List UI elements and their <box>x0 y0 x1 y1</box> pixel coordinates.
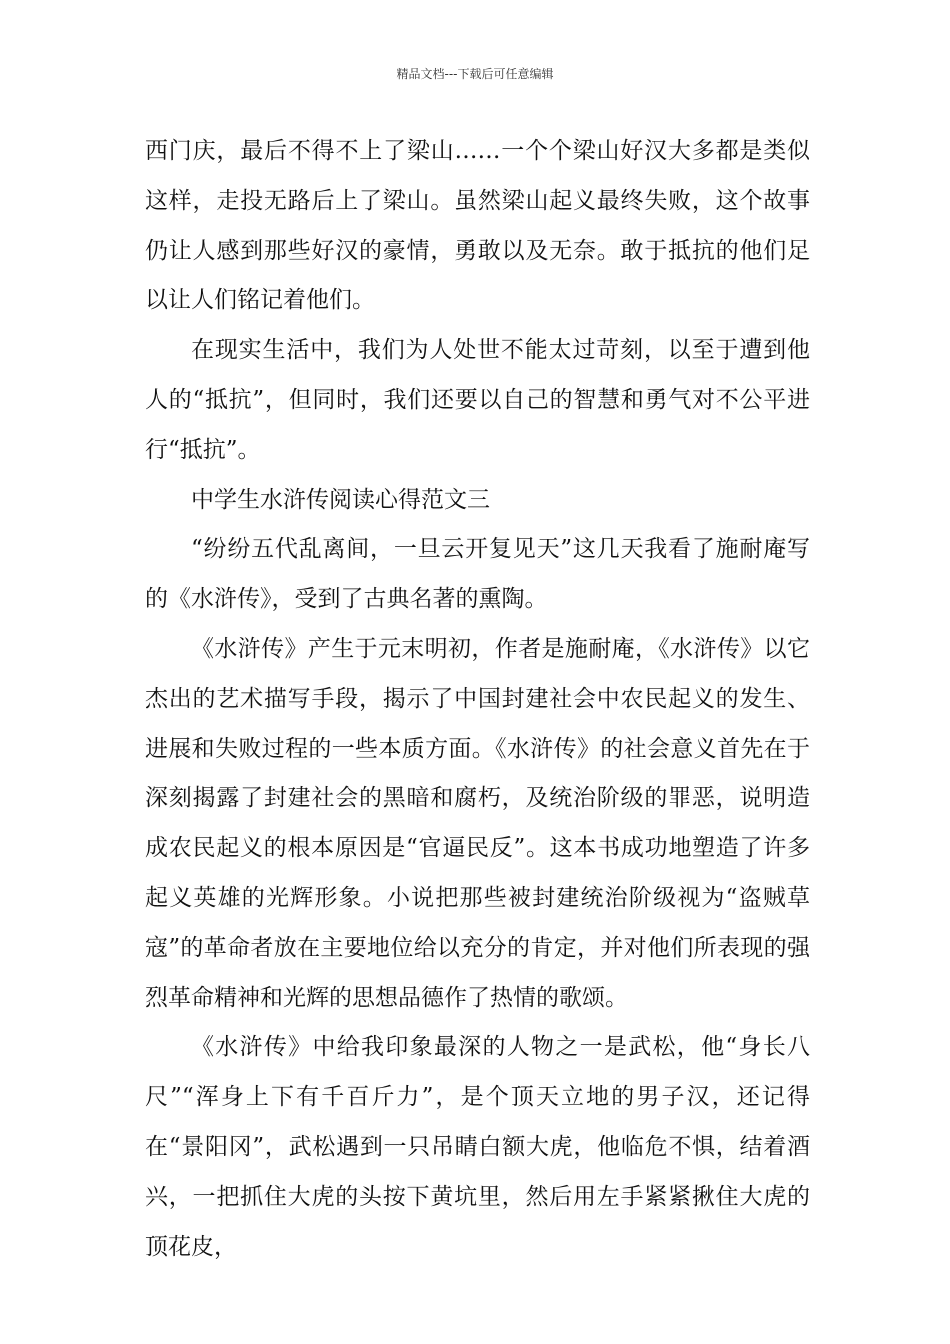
page-header: 精品文档---下载后可任意编辑 <box>396 67 554 81</box>
paragraph: 西门庆，最后不得不上了梁山……一个个梁山好汉大多都是类似这样，走投无路后上了梁山。虽然梁山起义最终失败，这个故事仍让人感到那些好汉的豪情，勇敢以及无奈。敢于抵抗的他们足以让人们铭记着他们。 <box>145 138 810 314</box>
document-body <box>145 127 810 1272</box>
paragraph: 《水浒传》中给我印象最深的人物之一是武松，他“身长八尺”“浑身上下有千百斤力”，是个顶天立地的男子汉，还记得在“景阳冈”，武松遇到一只吊睛白额大虎，他临危不惧，结着酒兴，一把抓住大虎的头按下黄坑里，然后用左手紧紧揪住大虎的顶花皮， <box>145 1034 810 1260</box>
paragraph: 《水浒传》产生于元末明初，作者是施耐庵，《水浒传》以它杰出的艺术描写手段，揭示了中国封建社会中农民起义的发生、进展和失败过程的一些本质方面。《水浒传》的社会意义首先在于深刻揭露了封建社会的黑暗和腐朽，及统治阶级的罪恶，说明造成农民起义的根本原因是“官逼民反”。这本书成功地塑造了许多起义英雄的光辉形象。小说把那些被封建统治阶级视为“盗贼草寇”的革命者放在主要地位给以充分的肯定，并对他们所表现的强烈革命精神和光辉的思想品德作了热情的歌颂。 <box>145 635 810 1011</box>
paragraph: “纷纷五代乱离间，一旦云开复见天”这几天我看了施耐庵写的《水浒传》，受到了古典名著的熏陶。 <box>145 536 810 613</box>
paragraph: 在现实生活中，我们为人处世不能太过苛刻，以至于遭到他人的“抵抗”，但同时，我们还要以自己的智慧和勇气对不公平进行“抵抗”。 <box>145 337 810 463</box>
section-heading: 中学生水浒传阅读心得范文三 <box>191 486 490 513</box>
